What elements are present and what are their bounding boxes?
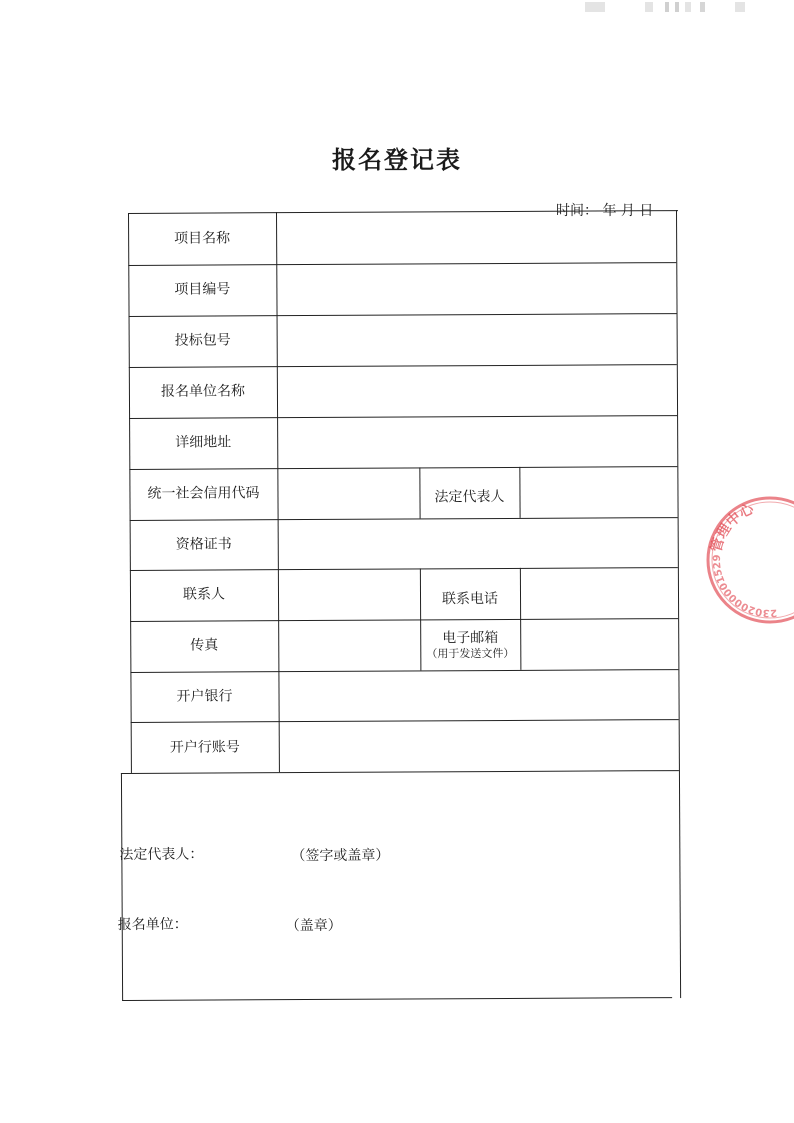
field-contact[interactable]: [280, 570, 418, 619]
seal-text: 管理中心: [708, 501, 757, 555]
label-email-text: 电子邮箱: [442, 630, 499, 647]
table-border: [121, 773, 123, 1001]
unit-seal-note: （盖章）: [285, 917, 342, 935]
scan-artifact: [585, 2, 765, 12]
page-title: 报名登记表: [332, 146, 462, 174]
label-qualification: 资格证书: [175, 536, 232, 553]
field-bid-package[interactable]: [279, 315, 675, 365]
label-legal-rep: 法定代表人: [434, 488, 505, 506]
field-qualification[interactable]: [280, 519, 676, 568]
label-bid-package: 投标包号: [174, 332, 231, 349]
label-email: [420, 629, 520, 662]
field-project-name[interactable]: [278, 212, 674, 263]
label-email-note: （用于发送文件）: [426, 646, 515, 661]
label-bank: 开户银行: [176, 688, 233, 705]
label-contact-phone: 联系电话: [441, 591, 499, 608]
legal-rep-signature-note: （签字或盖章）: [291, 847, 390, 865]
field-credit-code[interactable]: [279, 469, 417, 518]
label-account: 开户行账号: [169, 739, 240, 756]
seal-number: 2302000001529: [711, 554, 778, 619]
table-border: [122, 997, 672, 1001]
label-fax: 传真: [190, 637, 219, 654]
date-line: 时间： 年 月 日: [556, 203, 654, 219]
unit-seal-label: 报名单位：: [117, 916, 188, 934]
field-contact-phone[interactable]: [522, 569, 676, 618]
field-project-number[interactable]: [278, 264, 674, 314]
field-email[interactable]: [522, 620, 676, 669]
field-fax[interactable]: [280, 621, 418, 670]
label-applicant-name: 报名单位名称: [160, 383, 245, 400]
field-account[interactable]: [281, 721, 677, 771]
table-border: [676, 210, 681, 998]
field-applicant-name[interactable]: [279, 366, 675, 416]
field-bank[interactable]: [280, 671, 676, 720]
label-credit-code: 统一社会信用代码: [147, 485, 260, 502]
field-legal-rep[interactable]: [521, 468, 675, 517]
registration-form: [118, 210, 682, 1001]
row-divider: [121, 770, 679, 774]
label-contact: 联系人: [182, 586, 226, 603]
legal-rep-signature-label: 法定代表人：: [119, 846, 204, 864]
label-project-name: 项目名称: [174, 230, 231, 247]
official-seal: [700, 490, 794, 630]
label-address: 详细地址: [175, 434, 232, 451]
label-project-number: 项目编号: [174, 281, 231, 298]
field-address[interactable]: [279, 417, 675, 467]
